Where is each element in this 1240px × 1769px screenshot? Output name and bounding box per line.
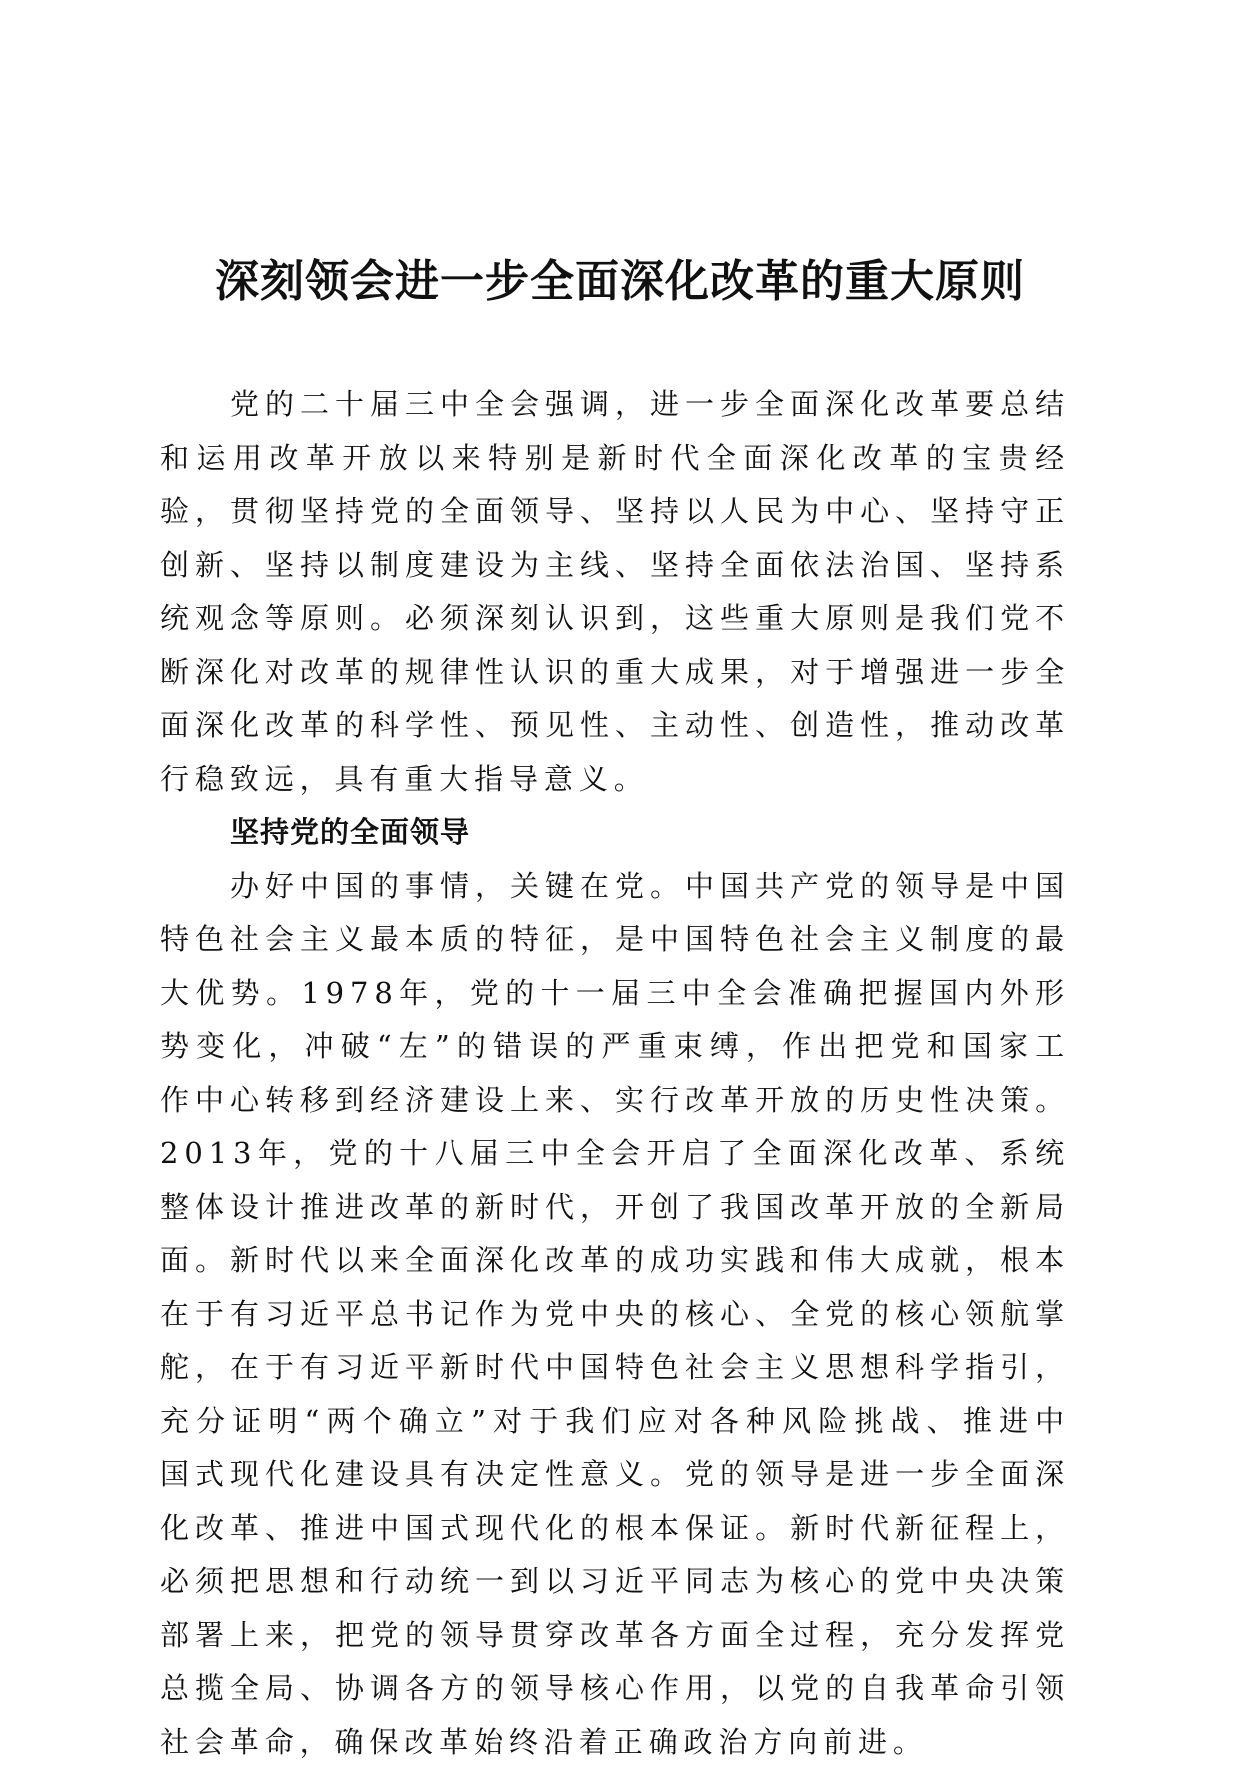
document-title: 深刻领会进一步全面深化改革的重大原则 <box>0 252 1240 312</box>
section-heading: 坚持党的全面领导 <box>160 806 1070 860</box>
section-paragraph: 办好中国的事情，关键在党。中国共产党的领导是中国特色社会主义最本质的特征，是中国特色社会主义制度的最大优势。1978年，党的十一届三中全会准确把握国内外形势变化，冲破“左”的错误的严重束缚，作出把党和国家工作中心转移到经济建设上来、实行改革开放的历史性决策。2013年，党的十八届三中全会开启了全面深化改革、系统整体设计推进改革的新时代，开创了我国改革开放的全新局面。新时代以来全面深化改革的成功实践和伟大成就，根本在于有习近平总书记作为党中央的核心、全党的核心领航掌舵，在于有习近平新时代中国特色社会主义思想科学指引，充分证明“两个确立”对于我们应对各种风险挑战、推进中国式现代化建设具有决定性意义。党的领导是进一步全面深化改革、推进中国式现代化的根本保证。新时代新征程上，必须把思想和行动统一到以习近平同志为核心的党中央决策部署上来，把党的领导贯穿改革各方面全过程，充分发挥党总揽全局、协调各方的领导核心作用，以党的自我革命引领社会革命，确保改革始终沿着正确政治方向前进。 <box>160 860 1070 1769</box>
document-body <box>160 378 1070 1769</box>
intro-paragraph: 党的二十届三中全会强调，进一步全面深化改革要总结和运用改革开放以来特别是新时代全面深化改革的宝贵经验，贯彻坚持党的全面领导、坚持以人民为中心、坚持守正创新、坚持以制度建设为主线、坚持全面依法治国、坚持系统观念等原则。必须深刻认识到，这些重大原则是我们党不断深化对改革的规律性认识的重大成果，对于增强进一步全面深化改革的科学性、预见性、主动性、创造性，推动改革行稳致远，具有重大指导意义。 <box>160 378 1070 806</box>
